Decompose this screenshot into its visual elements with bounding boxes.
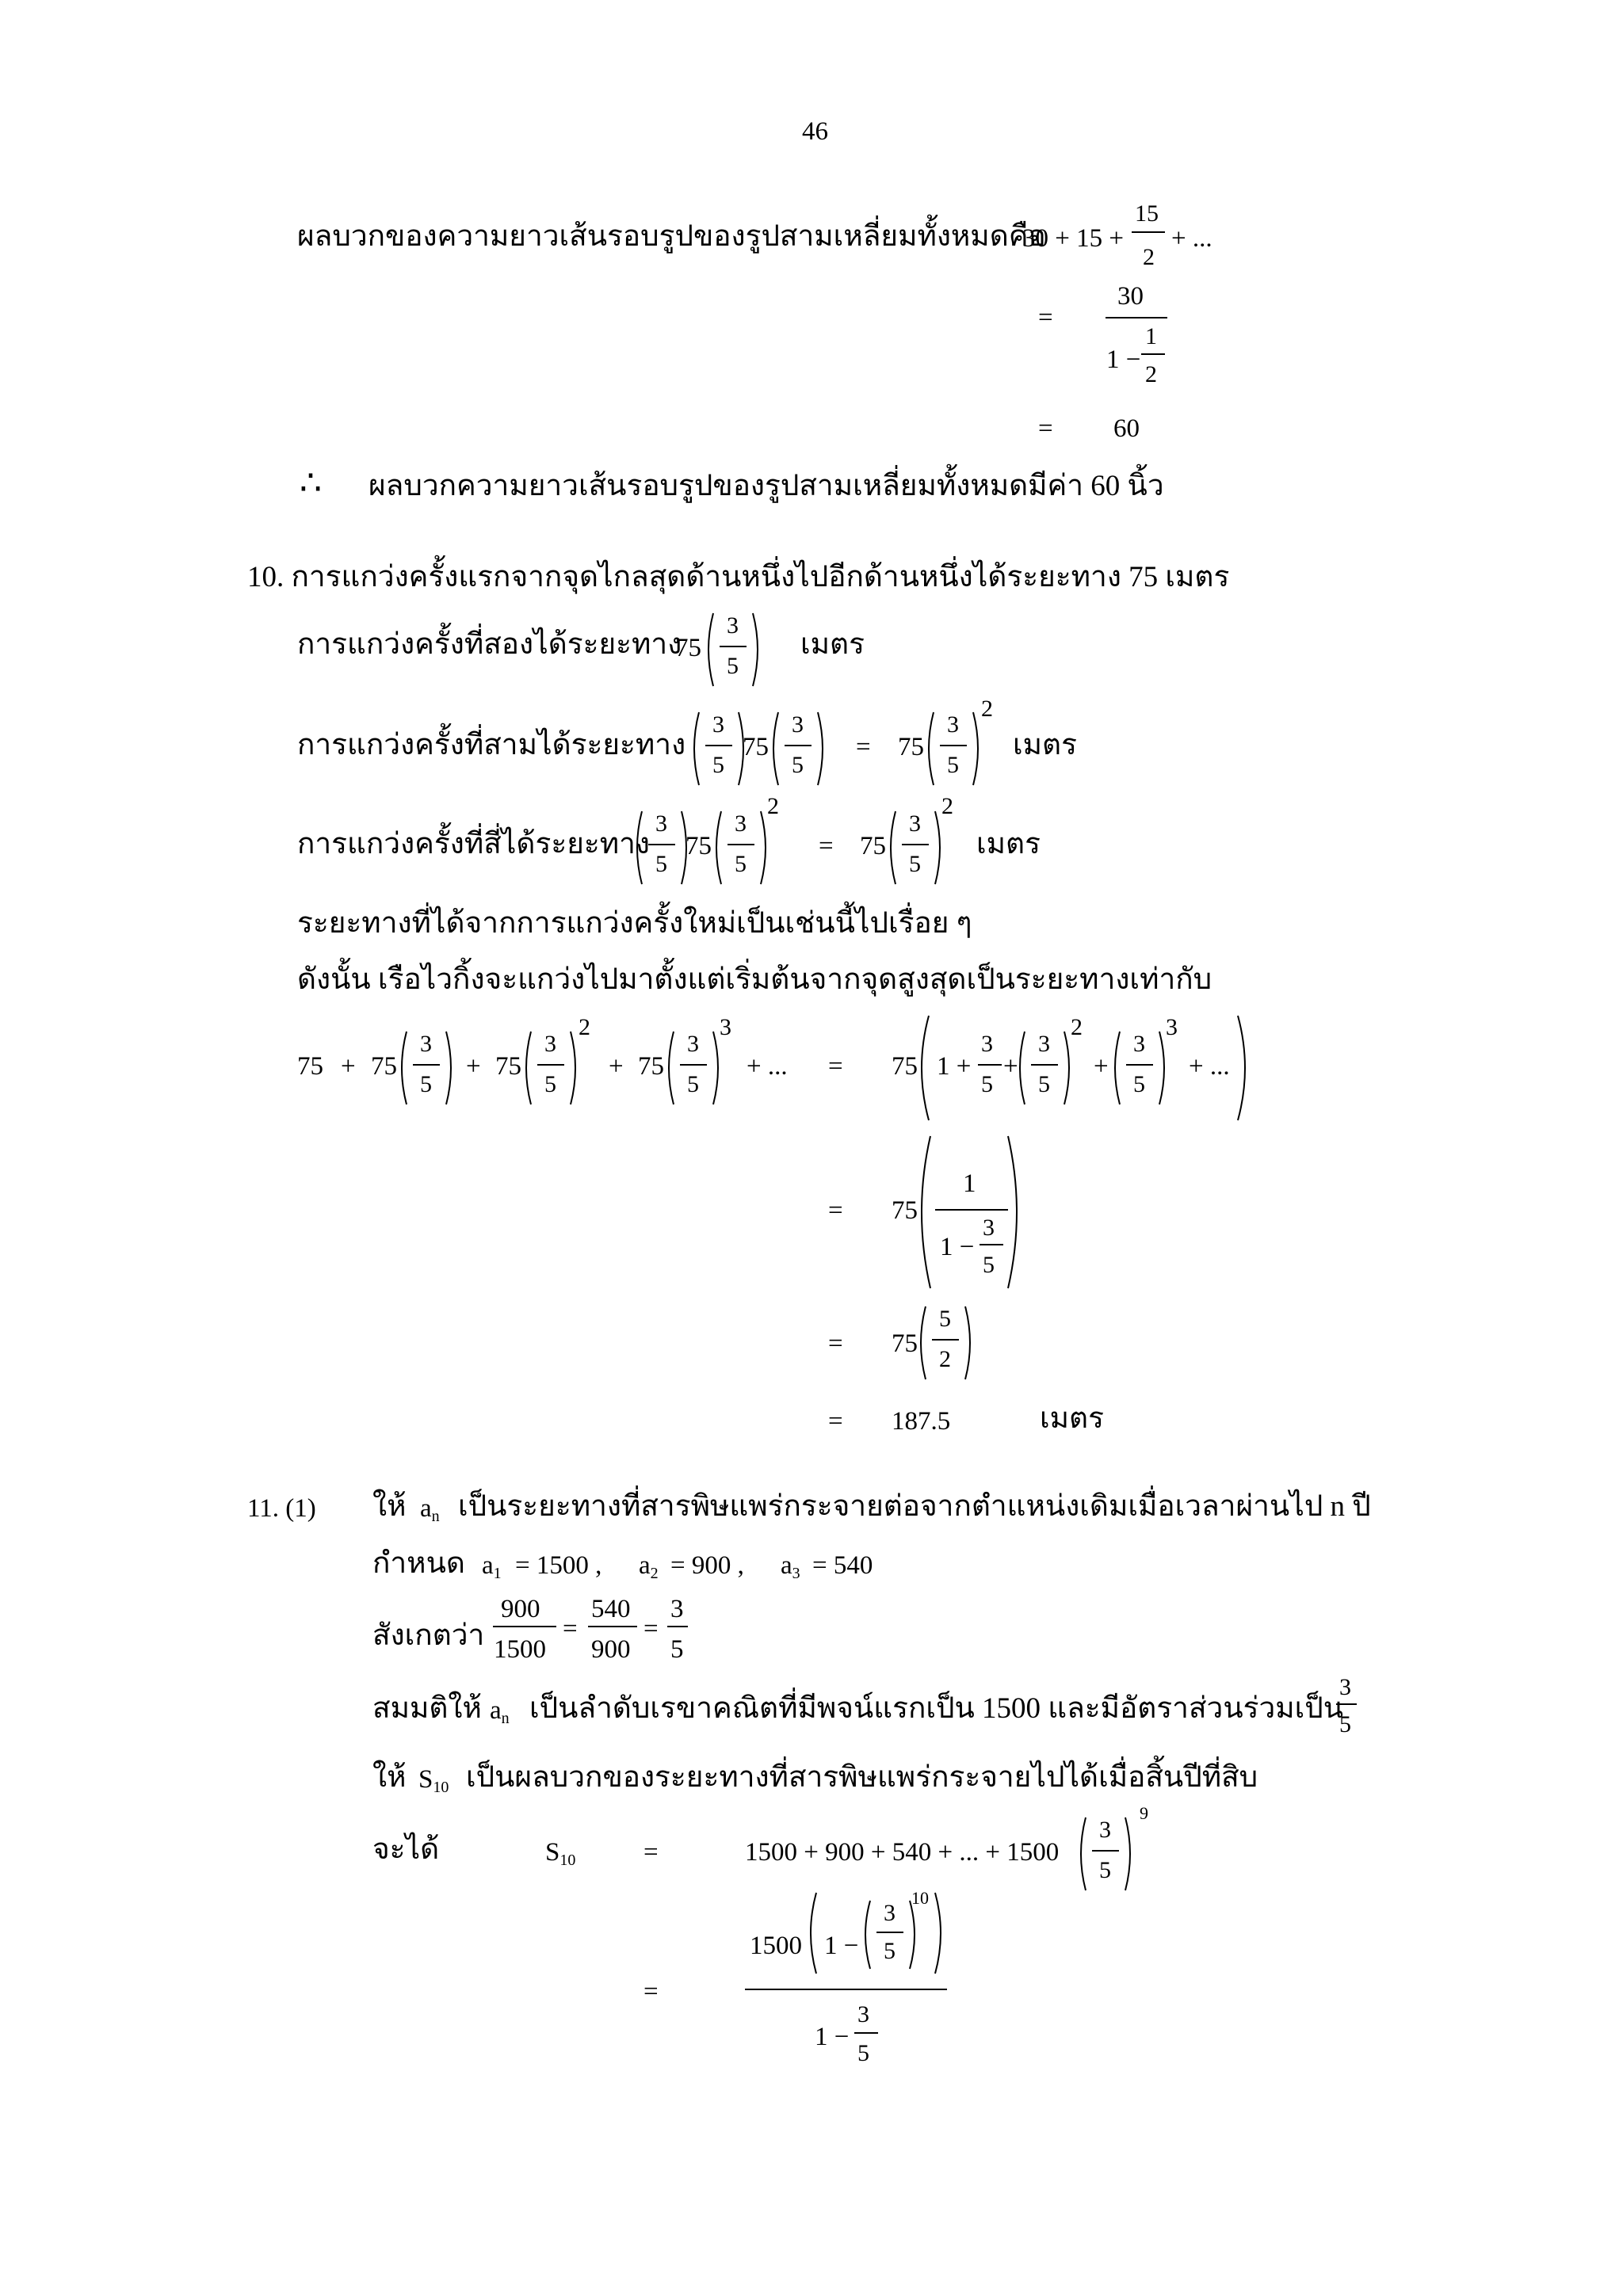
p1-equals-1: = [1038, 303, 1053, 332]
q11-label: 11. (1) [247, 1494, 316, 1523]
q11-final-den-den: 5 [857, 2040, 869, 2066]
q11-l4-an: $a_n$ [490, 1696, 510, 1727]
p1-series-a: 30 + 15 + [1022, 224, 1124, 253]
factored-ellipsis: + ... [1189, 1052, 1230, 1081]
fraction-bar [932, 1339, 959, 1341]
series-frac-den: 5 [420, 1071, 432, 1097]
series-frac-den: 5 [544, 1071, 556, 1097]
q10-fourth-unit: เมตร [976, 828, 1041, 860]
fraction-bar [667, 1626, 688, 1627]
q11-final-num-frac-den: 5 [884, 1938, 896, 1964]
factored-frac-den: 5 [1038, 1071, 1050, 1097]
q10-second-den: 5 [727, 653, 739, 679]
q10-second-75: 75 [675, 634, 701, 662]
ratio-den-3: 5 [670, 1635, 684, 1664]
q10-third-exp: 2 [981, 696, 993, 722]
therefore-symbol: ∴ [300, 463, 322, 502]
result-equals: = [828, 1407, 843, 1436]
q10-fourth-eq: = [819, 832, 834, 860]
series-term-2: 75 [371, 1052, 397, 1081]
step2-den: 2 [939, 1346, 951, 1372]
fraction-bar [978, 1064, 1002, 1066]
q11-l5-s10: $S_{10}$ [418, 1765, 449, 1796]
fraction-bar [1106, 317, 1167, 318]
q10-third-75: 75 [743, 733, 769, 761]
series-term-1: 75 [297, 1052, 323, 1081]
step-frac-num: 3 [983, 1215, 995, 1241]
p1-frac-den: 2 [1143, 244, 1155, 270]
fraction-bar [876, 1932, 903, 1933]
fraction-bar [705, 745, 732, 746]
q11-final-num-1500: 1500 [750, 1932, 802, 1960]
fraction-bar [493, 1626, 556, 1627]
p1-num-30: 30 [1117, 282, 1144, 311]
q10-line1: 10. การแกว่งครั้งแรกจากจุดไกลสุดด้านหนึ่งไปอีกด้านหนึ่งได้ระยะทาง 75 เมตร [247, 561, 1230, 593]
series-frac-den: 5 [687, 1071, 699, 1097]
step2-num: 5 [939, 1306, 951, 1332]
q10-fourth-num-c: 3 [909, 810, 921, 837]
q11-ratio-den: 5 [1339, 1711, 1351, 1737]
p1-den-a: 1 − [1106, 345, 1141, 374]
q10-fourth-text: การแกว่งครั้งที่สี่ได้ระยะทาง [297, 828, 650, 860]
q11-a1-val: = 1500 , [515, 1551, 602, 1580]
q10-second-text: การแกว่งครั้งที่สองได้ระยะทาง [297, 628, 682, 661]
q11-final-num-one-minus: 1 − [824, 1932, 859, 1960]
p1-equals-2: = [1038, 414, 1053, 443]
fraction-bar [1031, 1064, 1058, 1066]
q10-fourth-75b: 75 [860, 832, 886, 860]
q11-l3-a: สังเกตว่า [372, 1619, 485, 1652]
factored-plus: + [1094, 1052, 1109, 1081]
page-number: 46 [802, 117, 828, 146]
series-term-4: 75 [638, 1052, 664, 1081]
q11-l6-s10: $S_{10}$ [545, 1838, 576, 1869]
q11-l6-a: จะได้ [372, 1833, 440, 1866]
ratio-eq-1: = [563, 1615, 578, 1643]
series-frac-num: 3 [420, 1031, 432, 1057]
q11-final-equals: = [643, 1978, 659, 2006]
q10-third-75b: 75 [898, 733, 924, 761]
q10-third-den-b: 5 [792, 752, 804, 778]
q11-l2-a: กำหนด [372, 1547, 465, 1580]
q11-sum-text: 1500 + 900 + 540 + ... + 1500 [745, 1838, 1060, 1867]
q10-third-eq: = [856, 733, 871, 761]
factored-frac-num: 3 [1133, 1031, 1145, 1057]
fraction-bar [720, 646, 747, 647]
q11-l4-a: สมมติให้ [372, 1692, 482, 1725]
q11-a2: $a_2$ [639, 1551, 659, 1582]
step-one: 1 [963, 1169, 976, 1198]
fraction-bar [902, 844, 929, 845]
fraction-bar [413, 1064, 440, 1066]
q11-l6-eq: = [643, 1838, 659, 1867]
ratio-den-1: 1500 [494, 1635, 546, 1664]
fraction-bar [1126, 1064, 1153, 1066]
p1-text: ผลบวกของความยาวเส้นรอบรูปของรูปสามเหลี่ยมทั้งหมดคือ [297, 220, 1046, 253]
q10-note-1: ระยะทางที่ได้จากการแกว่งครั้งใหม่เป็นเช่นนี้ไปเรื่อย ๆ [297, 907, 972, 940]
fraction-bar [1336, 1703, 1357, 1705]
series-exp: 2 [579, 1014, 590, 1040]
fraction-bar [745, 1989, 947, 1990]
series-exp: 3 [720, 1014, 731, 1040]
factored-frac-den: 5 [981, 1071, 993, 1097]
q10-third-text: การแกว่งครั้งที่สามได้ระยะทาง [297, 729, 686, 761]
p1-den-num: 1 [1145, 323, 1157, 349]
step2-75: 75 [892, 1329, 918, 1358]
q11-a3: $a_3$ [781, 1551, 800, 1582]
factored-exp: 3 [1166, 1014, 1178, 1040]
q10-third-num-c: 3 [947, 711, 959, 738]
fraction-bar [588, 1626, 637, 1627]
q11-ratio-num: 3 [1339, 1674, 1351, 1700]
p1-frac-num: 15 [1135, 200, 1159, 227]
p1-den-den: 2 [1145, 361, 1157, 387]
fraction-bar [537, 1064, 564, 1066]
q10-second-num: 3 [727, 612, 739, 639]
q10-fourth-exp-a: 2 [767, 793, 779, 819]
fraction-bar [854, 2032, 878, 2034]
p1-series-b: + ... [1171, 224, 1212, 253]
fraction-bar [1141, 353, 1165, 355]
factored-plus: + [1003, 1052, 1018, 1081]
q10-third-unit: เมตร [1013, 729, 1077, 761]
q10-fourth-den-c: 5 [909, 851, 921, 877]
ratio-num-2: 540 [591, 1595, 631, 1623]
q11-final-num-frac-num: 3 [884, 1900, 896, 1926]
fraction-bar [940, 745, 967, 746]
q10-third-den-a: 5 [712, 752, 724, 778]
big-parenthesis [918, 1133, 1021, 1291]
ratio-den-2: 900 [591, 1635, 631, 1664]
ratio-num-1: 900 [501, 1595, 540, 1623]
q10-note-2: ดังนั้น เรือไวกิ้งจะแกว่งไปมาตั้งแต่เริ่มต้นจากจุดสูงสุดเป็นระยะทางเท่ากับ [297, 963, 1212, 996]
step-one-minus: 1 − [940, 1233, 975, 1261]
q11-final-den-one-minus: 1 − [815, 2023, 850, 2051]
q10-third-den-c: 5 [947, 752, 959, 778]
q10-second-unit: เมตร [800, 628, 865, 661]
q11-a3-val: = 540 [812, 1551, 873, 1580]
q11-final-den-num: 3 [857, 2001, 869, 2027]
fraction-bar [1092, 1850, 1119, 1852]
series-frac-num: 3 [687, 1031, 699, 1057]
step-75: 75 [892, 1196, 918, 1225]
conclusion-text: ผลบวกความยาวเส้นรอบรูปของรูปสามเหลี่ยมทั้งหมดมีค่า 60 นิ้ว [369, 470, 1164, 502]
fraction-bar [980, 1244, 1003, 1245]
factored-one-plus: 1 + [937, 1052, 972, 1081]
factored-frac-num: 3 [1038, 1031, 1050, 1057]
q10-fourth-num-b: 3 [735, 810, 747, 837]
q10-third-num-b: 3 [792, 711, 804, 738]
series-plus: + [466, 1052, 481, 1081]
q11-a2-val: = 900 , [670, 1551, 744, 1580]
q11-l4-b: เป็นลำดับเรขาคณิตที่มีพจน์แรกเป็น 1500 และมีอัตราส่วนร่วมเป็น [529, 1692, 1344, 1725]
result-value: 187.5 [892, 1407, 951, 1436]
step-frac-den: 5 [983, 1252, 995, 1278]
fraction-bar [785, 745, 812, 746]
p1-value-60: 60 [1113, 414, 1140, 443]
q11-a1: $a_1$ [482, 1551, 502, 1582]
fraction-bar [1132, 231, 1165, 233]
q10-fourth-75: 75 [685, 832, 712, 860]
q10-fourth-den-b: 5 [735, 851, 747, 877]
q11-sum-exp: 9 [1140, 1803, 1148, 1823]
factored-exp: 2 [1071, 1014, 1083, 1040]
fraction-bar [648, 844, 675, 845]
fraction-bar [935, 1209, 1008, 1211]
series-frac-num: 3 [544, 1031, 556, 1057]
fraction-bar [727, 844, 754, 845]
fraction-bar [680, 1064, 707, 1066]
series-ellipsis: + ... [747, 1052, 788, 1081]
series-plus: + [341, 1052, 356, 1081]
q11-l1-b: เป็นระยะทางที่สารพิษแพร่กระจายต่อจากตำแหน่งเดิมเมื่อเวลาผ่านไป n ปี [458, 1490, 1371, 1523]
q10-fourth-num-a: 3 [655, 810, 667, 837]
series-equals: = [828, 1052, 843, 1081]
q11-l1-an: $a_n$ [420, 1494, 440, 1525]
q11-final-num-exp: 10 [911, 1888, 929, 1908]
q11-l1-a: ให้ [372, 1490, 407, 1523]
result-unit: เมตร [1040, 1402, 1104, 1435]
q11-sum-num: 3 [1099, 1817, 1111, 1843]
step2-equals: = [828, 1329, 843, 1358]
ratio-eq-2: = [643, 1615, 659, 1643]
ratio-num-3: 3 [670, 1595, 684, 1623]
factored-frac-den: 5 [1133, 1071, 1145, 1097]
series-plus: + [609, 1052, 624, 1081]
q11-sum-den: 5 [1099, 1857, 1111, 1883]
q10-third-num-a: 3 [712, 711, 724, 738]
step-equals: = [828, 1196, 843, 1225]
series-term-3: 75 [495, 1052, 521, 1081]
q10-fourth-exp-b: 2 [941, 793, 953, 819]
q11-l5-a: ให้ [372, 1761, 407, 1794]
factored-frac-num: 3 [981, 1031, 993, 1057]
q11-l5-b: เป็นผลบวกของระยะทางที่สารพิษแพร่กระจายไปได้เมื่อสิ้นปีที่สิบ [466, 1761, 1258, 1794]
factored-75: 75 [892, 1052, 918, 1081]
q10-fourth-den-a: 5 [655, 851, 667, 877]
